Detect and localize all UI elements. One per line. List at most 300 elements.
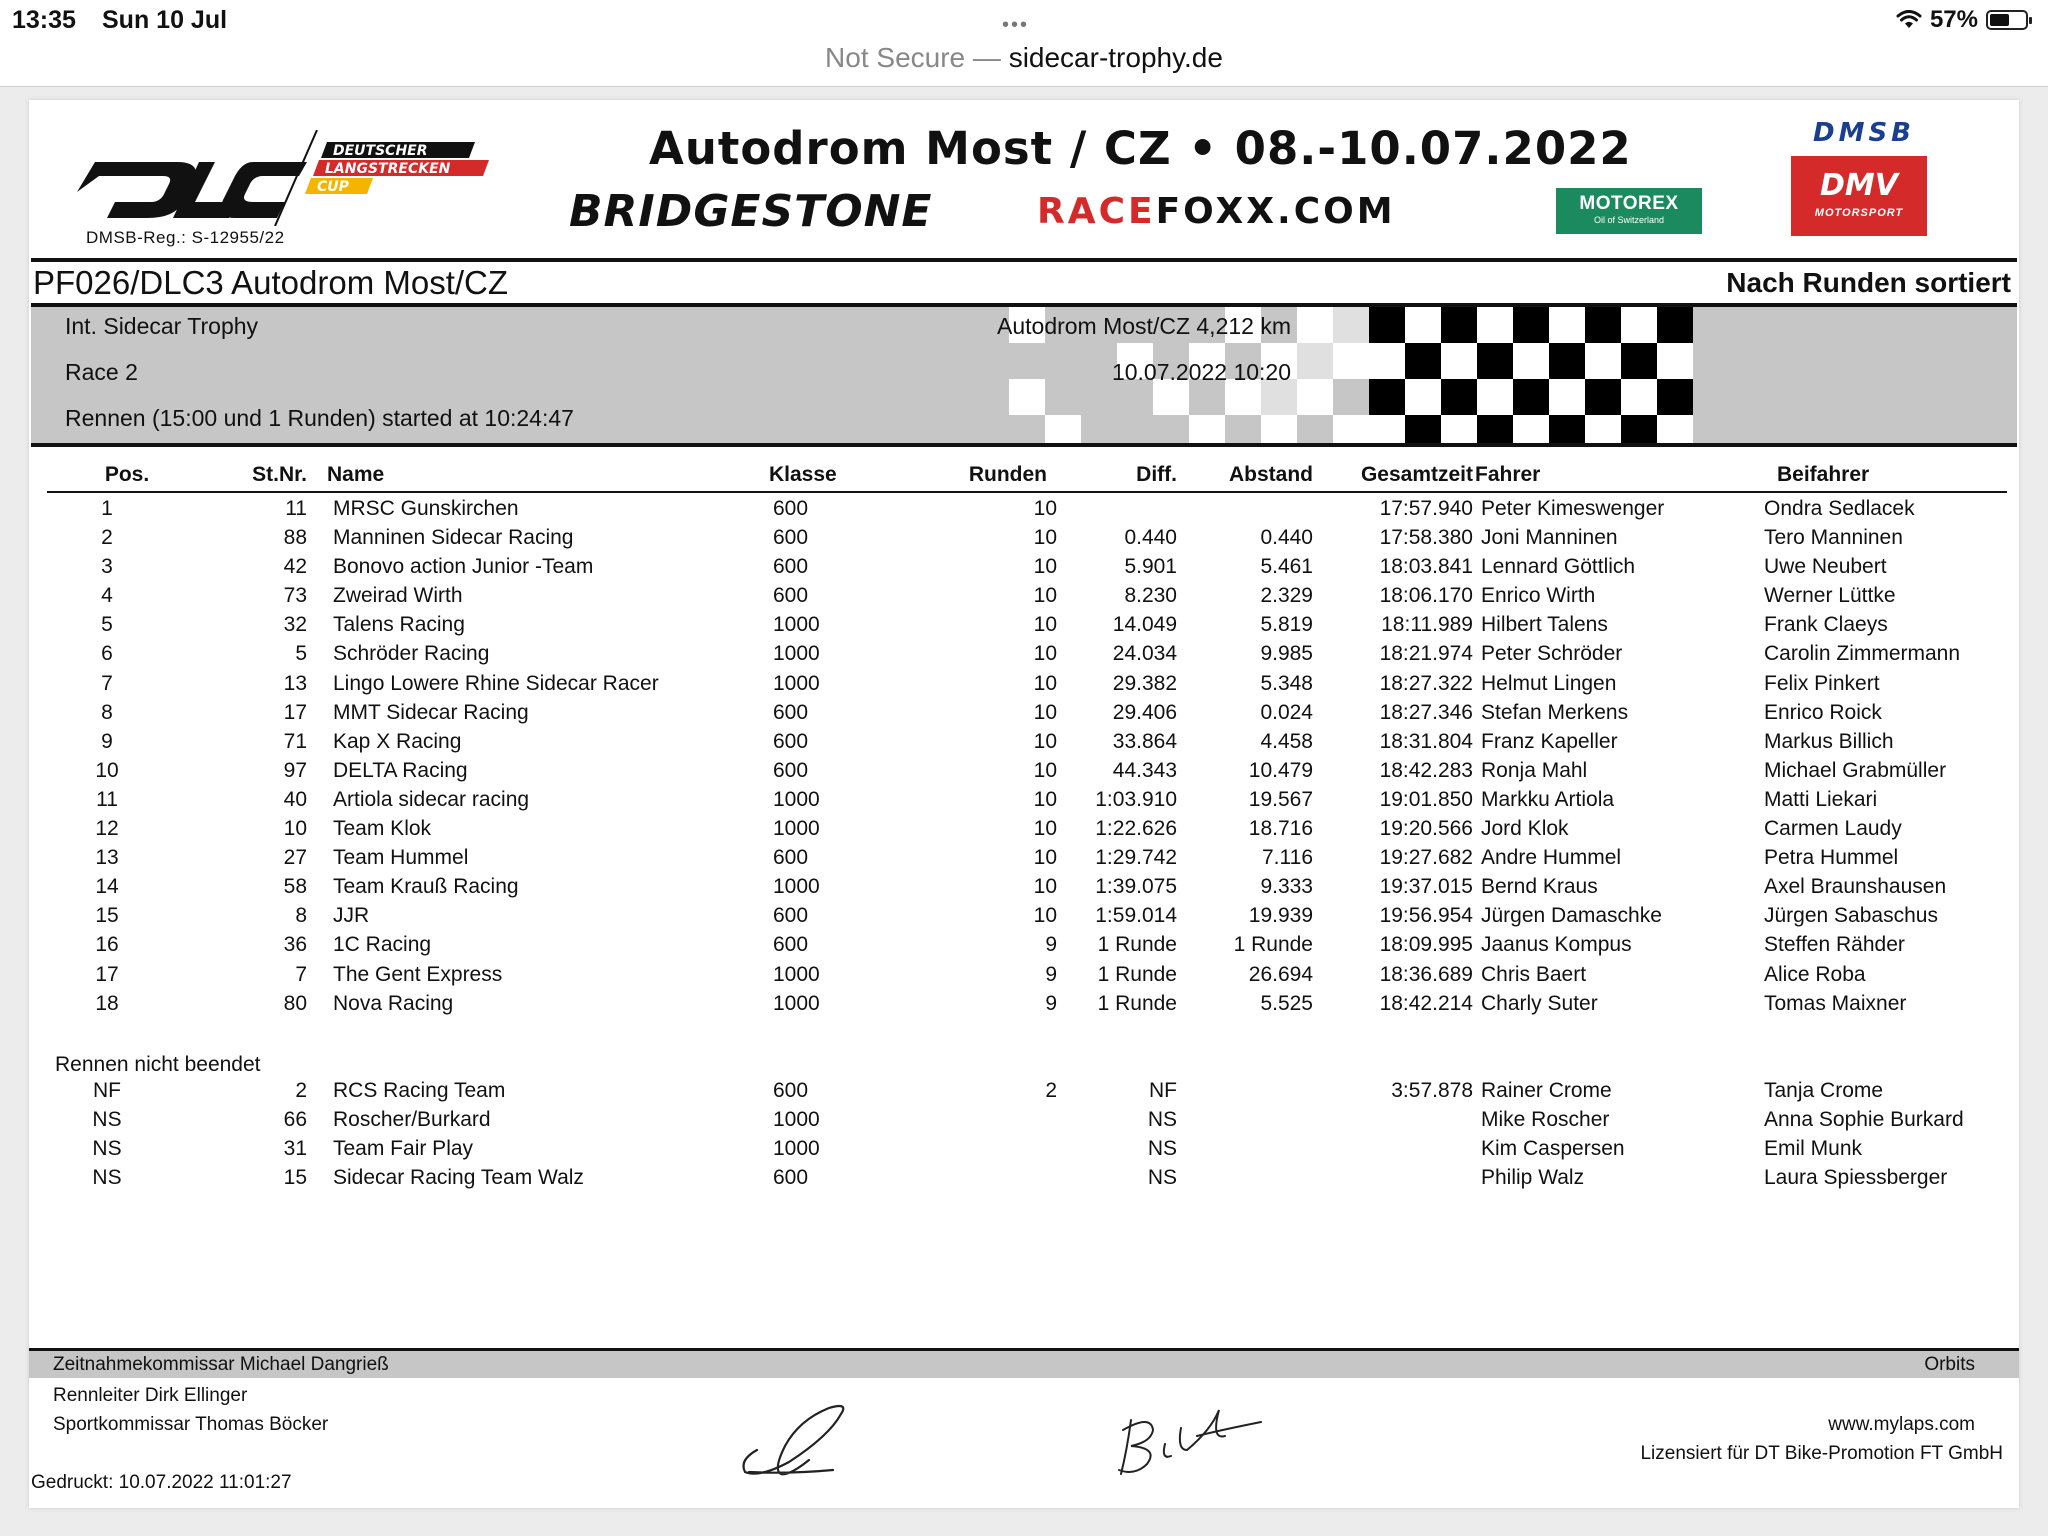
dlc-logo-line3: CUP	[317, 179, 349, 195]
cell-pos: 2	[101, 526, 113, 550]
checker-square	[1477, 415, 1513, 443]
cell-diff: NS	[1147, 1165, 1177, 1189]
cell-pos: 17	[95, 962, 119, 986]
cell-gap: 26.694	[1248, 962, 1313, 986]
cell-class: 600	[773, 1078, 809, 1102]
cell-class: 600	[773, 555, 809, 579]
url-domain: sidecar-trophy.de	[1008, 42, 1223, 73]
checker-square	[1441, 415, 1477, 443]
cell-laps: 10	[1033, 700, 1057, 724]
dmsb-logo: DMSB	[1813, 118, 1915, 148]
cell-start-number: 40	[283, 787, 307, 811]
cell-team-name: Artiola sidecar racing	[333, 787, 530, 811]
cell-team-name: Bonovo action Junior -Team	[333, 555, 594, 579]
checker-square	[1369, 307, 1405, 343]
cell-laps: 10	[1033, 875, 1057, 899]
cell-pos: 15	[95, 904, 119, 928]
table-row	[47, 846, 2007, 875]
checker-square	[1333, 415, 1369, 443]
cell-pos: 14	[95, 875, 119, 899]
checker-square	[1513, 379, 1549, 415]
dnf-section-label: Rennen nicht beendet	[55, 1052, 261, 1076]
cell-start-number: 27	[283, 846, 307, 870]
event-title: Autodrom Most / CZ • 08.-10.07.2022	[649, 122, 1632, 175]
header-total-time: Gesamtzeit	[1360, 463, 1473, 486]
cell-gap: 5.819	[1260, 613, 1313, 637]
cell-gap: 0.440	[1260, 526, 1313, 550]
checker-square	[1369, 343, 1405, 379]
cell-diff: 5.901	[1124, 555, 1177, 579]
checker-square	[1657, 343, 1693, 379]
cell-diff: 33.864	[1112, 729, 1177, 753]
cell-class: 600	[773, 758, 809, 782]
cell-driver: Philip Walz	[1481, 1165, 1585, 1189]
cell-total-time: 18:36.689	[1379, 962, 1473, 986]
cell-driver: Bernd Kraus	[1481, 875, 1598, 899]
orbits-label: Orbits	[1924, 1354, 1975, 1375]
multitasking-dots-icon[interactable]: •••	[1002, 14, 1030, 36]
checker-square	[1189, 415, 1225, 443]
cell-class: 600	[773, 700, 809, 724]
cell-pos: 5	[101, 613, 113, 637]
cell-gap: 7.116	[1262, 846, 1313, 870]
cell-diff: 1:59.014	[1095, 904, 1177, 928]
dlc-logo	[77, 130, 557, 226]
series-name: Int. Sidecar Trophy	[65, 313, 259, 339]
cell-passenger: Tanja Crome	[1764, 1078, 1884, 1102]
cell-gap: 4.458	[1260, 729, 1313, 753]
address-bar[interactable]	[0, 42, 2048, 74]
table-header	[47, 463, 2007, 493]
cell-pos: 8	[101, 700, 113, 724]
cell-total-time: 18:27.322	[1379, 671, 1473, 695]
cell-gap: 1 Runde	[1233, 933, 1313, 957]
cell-pos: 4	[101, 584, 113, 608]
cell-team-name: RCS Racing Team	[333, 1078, 506, 1102]
cell-passenger: Jürgen Sabaschus	[1764, 904, 1938, 928]
checker-square	[1657, 307, 1693, 343]
cell-driver: Peter Schröder	[1481, 642, 1623, 666]
cell-class: 600	[773, 526, 809, 550]
cell-team-name: Roscher/Burkard	[333, 1107, 491, 1131]
cell-team-name: Kap X Racing	[333, 729, 462, 753]
checker-square	[1369, 415, 1405, 443]
cell-gap: 5.525	[1260, 991, 1313, 1015]
cell-passenger: Emil Munk	[1764, 1136, 1863, 1160]
table-row	[47, 875, 2007, 904]
cell-driver: Helmut Lingen	[1481, 671, 1617, 695]
cell-driver: Charly Suter	[1481, 991, 1598, 1015]
header-diff: Diff.	[1136, 463, 1177, 486]
cell-team-name: Talens Racing	[333, 613, 465, 637]
cell-start-number: 17	[283, 700, 307, 724]
cell-total-time: 18:03.841	[1379, 555, 1473, 579]
cell-total-time: 17:57.940	[1379, 497, 1473, 520]
cell-passenger: Werner Lüttke	[1764, 584, 1896, 608]
cell-diff: 14.049	[1112, 613, 1177, 637]
cell-driver: Stefan Merkens	[1481, 700, 1629, 724]
cell-laps: 9	[1045, 933, 1057, 957]
checker-square	[1045, 415, 1081, 443]
checker-square	[1441, 307, 1477, 343]
cell-passenger: Markus Billich	[1764, 729, 1894, 753]
cell-class: 1000	[773, 613, 820, 637]
cell-passenger: Axel Braunshausen	[1764, 875, 1947, 899]
cell-passenger: Petra Hummel	[1764, 846, 1899, 870]
cell-passenger: Enrico Roick	[1764, 700, 1882, 724]
table-row	[47, 497, 2007, 526]
document-header	[29, 100, 2019, 260]
cell-total-time: 18:09.995	[1379, 933, 1473, 957]
checker-square	[1657, 415, 1693, 443]
cell-gap: 5.461	[1260, 555, 1313, 579]
checker-square	[1513, 343, 1549, 379]
cell-passenger: Laura Spiessberger	[1764, 1165, 1948, 1189]
checker-square	[1477, 307, 1513, 343]
checker-square	[1621, 343, 1657, 379]
cell-team-name: Sidecar Racing Team Walz	[333, 1165, 584, 1189]
checker-square	[1621, 379, 1657, 415]
divider	[31, 443, 2017, 447]
header-pos: Pos.	[104, 463, 150, 486]
footer-band	[29, 1351, 2019, 1378]
table-row	[47, 817, 2007, 846]
checker-square	[1441, 379, 1477, 415]
cell-class: 600	[773, 933, 809, 957]
cell-driver: Lennard Göttlich	[1481, 555, 1636, 579]
cell-diff: 44.343	[1112, 758, 1177, 782]
battery-percent: 57%	[1929, 6, 1978, 33]
table-row	[47, 992, 2007, 1021]
cell-team-name: DELTA Racing	[333, 758, 468, 782]
header-driver: Fahrer	[1475, 463, 1541, 486]
cell-start-number: 31	[283, 1136, 307, 1160]
cell-total-time: 19:27.682	[1379, 846, 1473, 870]
cell-total-time: 19:01.850	[1379, 787, 1473, 811]
cell-diff: 1:22.626	[1095, 817, 1177, 841]
cell-diff: NS	[1147, 1107, 1177, 1131]
cell-driver: Markku Artiola	[1481, 787, 1615, 811]
cell-laps: 2	[1045, 1078, 1057, 1102]
cell-pos: 18	[95, 991, 119, 1015]
checker-square	[1621, 415, 1657, 443]
battery-icon	[1986, 10, 2028, 30]
signature-1	[729, 1400, 879, 1480]
cell-gap: 0.024	[1260, 700, 1313, 724]
checker-square	[1405, 343, 1441, 379]
checker-square	[1657, 379, 1693, 415]
cell-gap: 19.939	[1248, 904, 1313, 928]
signature-2	[1101, 1400, 1281, 1480]
cell-gap: 18.716	[1248, 817, 1313, 841]
cell-diff: 1 Runde	[1097, 991, 1177, 1015]
results-document	[29, 100, 2019, 1508]
checker-square	[1549, 307, 1585, 343]
cell-team-name: Team Hummel	[333, 846, 469, 870]
cell-pos: 13	[95, 846, 119, 870]
cell-start-number: 58	[283, 875, 307, 899]
checker-square	[1369, 379, 1405, 415]
cell-laps: 10	[1033, 671, 1057, 695]
table-row	[47, 1137, 2007, 1166]
cell-driver: Rainer Crome	[1481, 1078, 1612, 1102]
cell-start-number: 71	[283, 729, 307, 753]
cell-class: 600	[773, 497, 809, 520]
checker-square	[1261, 415, 1297, 443]
cell-passenger: Uwe Neubert	[1764, 555, 1887, 579]
cell-gap: 9.985	[1260, 642, 1313, 666]
cell-passenger: Tero Manninen	[1764, 526, 1903, 550]
cell-passenger: Alice Roba	[1764, 962, 1866, 986]
cell-total-time: 17:58.380	[1379, 526, 1473, 550]
spacer	[47, 1021, 2007, 1050]
cell-start-number: 88	[283, 526, 307, 550]
cell-class: 600	[773, 584, 809, 608]
cell-pos: NS	[92, 1136, 122, 1160]
cell-laps: 10	[1033, 817, 1057, 841]
wifi-icon	[1896, 10, 1922, 30]
cell-start-number: 15	[283, 1165, 307, 1189]
cell-start-number: 11	[285, 497, 307, 520]
timekeeper: Zeitnahmekommissar Michael Dangrieß	[53, 1354, 389, 1375]
dmv-logo: DMV MOTORSPORT	[1791, 156, 1927, 236]
table-row	[47, 642, 2007, 671]
table-row	[47, 1166, 2007, 1195]
table-row	[47, 788, 2007, 817]
cell-start-number: 5	[295, 642, 307, 666]
cell-gap: 10.479	[1248, 758, 1313, 782]
cell-team-name: Nova Racing	[333, 991, 454, 1015]
cell-driver: Chris Baert	[1481, 962, 1587, 986]
cell-total-time: 19:20.566	[1379, 817, 1473, 841]
cell-driver: Hilbert Talens	[1481, 613, 1608, 637]
sort-label: Nach Runden sortiert	[1726, 267, 2011, 298]
status-bar	[0, 0, 2048, 87]
cell-driver: Peter Kimeswenger	[1481, 497, 1665, 520]
bridgestone-logo: BRIDGESTONE	[569, 186, 933, 237]
cell-passenger: Anna Sophie Burkard	[1764, 1107, 1964, 1131]
cell-class: 1000	[773, 817, 820, 841]
cell-total-time: 18:11.989	[1381, 613, 1473, 637]
checker-square	[1513, 307, 1549, 343]
cell-total-time: 18:42.283	[1379, 758, 1473, 782]
race-datetime: 10.07.2022 10:20	[1111, 359, 1291, 385]
cell-passenger: Carmen Laudy	[1764, 817, 1902, 841]
cell-diff: 1 Runde	[1097, 933, 1177, 957]
cell-total-time: 18:31.804	[1379, 729, 1473, 753]
cell-class: 600	[773, 846, 809, 870]
cell-team-name: Team Krauß Racing	[333, 875, 519, 899]
cell-team-name: JJR	[333, 904, 370, 928]
checker-square	[1009, 379, 1045, 415]
cell-pos: 16	[95, 933, 119, 957]
cell-pos: 11	[96, 787, 118, 811]
checker-square	[1549, 343, 1585, 379]
checker-square	[1405, 307, 1441, 343]
motorex-logo: MOTOREX Oil of Switzerland	[1556, 188, 1702, 234]
cell-driver: Jürgen Damaschke	[1481, 904, 1662, 928]
racefoxx-logo: RACEFOXX.COM	[1037, 191, 1396, 232]
results-table	[47, 497, 2007, 1195]
checker-square	[1549, 415, 1585, 443]
cell-pos: NS	[92, 1107, 122, 1131]
race-info-band	[31, 307, 2017, 443]
header-laps: Runden	[968, 463, 1047, 486]
checker-square	[1477, 343, 1513, 379]
checker-square	[1297, 307, 1333, 343]
checker-square	[1585, 415, 1621, 443]
cell-start-number: 73	[283, 584, 307, 608]
cell-start-number: 10	[283, 817, 307, 841]
cell-total-time: 18:27.346	[1379, 700, 1473, 724]
cell-laps: 9	[1045, 991, 1057, 1015]
cell-total-time: 19:56.954	[1379, 904, 1473, 928]
cell-team-name: Lingo Lowere Rhine Sidecar Racer	[333, 671, 659, 695]
cell-passenger: Felix Pinkert	[1764, 671, 1880, 695]
cell-total-time: 3:57.878	[1391, 1078, 1473, 1102]
cell-gap: 9.333	[1260, 875, 1313, 899]
cell-total-time: 18:06.170	[1379, 584, 1473, 608]
cell-class: 1000	[773, 875, 820, 899]
cell-team-name: The Gent Express	[333, 962, 503, 986]
steward: Sportkommissar Thomas Böcker	[53, 1414, 329, 1435]
header-name: Name	[327, 463, 385, 486]
cell-start-number: 42	[283, 555, 307, 579]
cell-gap: 5.348	[1260, 671, 1313, 695]
cell-laps: 10	[1033, 613, 1057, 637]
cell-start-number: 97	[283, 758, 307, 782]
cell-team-name: MMT Sidecar Racing	[333, 700, 529, 724]
table-row	[47, 1108, 2007, 1137]
cell-class: 1000	[773, 642, 820, 666]
table-row	[47, 904, 2007, 933]
cell-diff: 29.406	[1112, 700, 1177, 724]
clock: 13:35	[12, 6, 76, 34]
cell-team-name: Zweirad Wirth	[333, 584, 463, 608]
dlc-logo-line2: LANGSTRECKEN	[325, 161, 451, 177]
cell-diff: 29.382	[1112, 671, 1177, 695]
cell-diff: NS	[1147, 1136, 1177, 1160]
cell-passenger: Matti Liekari	[1764, 787, 1878, 811]
cell-pos: 9	[101, 729, 113, 753]
checker-square	[1549, 379, 1585, 415]
cell-class: 600	[773, 1165, 809, 1189]
not-secure-label: Not Secure —	[825, 42, 1001, 73]
cell-driver: Mike Roscher	[1481, 1107, 1610, 1131]
cell-passenger: Tomas Maixner	[1764, 991, 1907, 1015]
mylaps-website: www.mylaps.com	[1828, 1414, 1975, 1435]
cell-diff: NF	[1149, 1078, 1177, 1102]
checker-square	[1297, 379, 1333, 415]
race-director: Rennleiter Dirk Ellinger	[53, 1385, 248, 1406]
cell-total-time: 18:42.214	[1379, 991, 1473, 1015]
cell-start-number: 7	[295, 962, 307, 986]
cell-laps: 10	[1033, 729, 1057, 753]
checker-square	[1333, 343, 1369, 379]
cell-gap: 2.329	[1260, 584, 1313, 608]
header-passenger: Beifahrer	[1777, 463, 1870, 486]
cell-diff: 0.440	[1124, 526, 1177, 550]
table-row	[47, 1079, 2007, 1108]
cell-pos: 10	[95, 758, 119, 782]
checker-square	[1585, 343, 1621, 379]
table-row	[47, 701, 2007, 730]
cell-team-name: 1C Racing	[333, 933, 432, 957]
cell-laps: 10	[1033, 584, 1057, 608]
cell-class: 1000	[773, 787, 820, 811]
cell-class: 1000	[773, 991, 820, 1015]
cell-class: 600	[773, 729, 809, 753]
dlc-logo-line1: DEUTSCHER	[333, 143, 428, 159]
cell-driver: Enrico Wirth	[1481, 584, 1596, 608]
cell-laps: 10	[1033, 904, 1057, 928]
cell-passenger: Carolin Zimmermann	[1764, 642, 1961, 666]
cell-start-number: 2	[295, 1078, 307, 1102]
cell-class: 1000	[773, 671, 820, 695]
cell-laps: 10	[1033, 497, 1057, 520]
cell-diff: 8.230	[1124, 584, 1177, 608]
cell-class: 1000	[773, 1136, 820, 1160]
header-gap: Abstand	[1229, 463, 1313, 486]
cell-laps: 10	[1033, 846, 1057, 870]
cell-class: 600	[773, 904, 809, 928]
cell-laps: 10	[1033, 526, 1057, 550]
cell-passenger: Frank Claeys	[1764, 613, 1888, 637]
checker-square	[1621, 307, 1657, 343]
cell-team-name: MRSC Gunskirchen	[333, 497, 519, 520]
cell-passenger: Michael Grabmüller	[1764, 758, 1947, 782]
table-row	[47, 730, 2007, 759]
date: Sun 10 Jul	[102, 6, 228, 34]
cell-passenger: Ondra Sedlacek	[1764, 497, 1915, 520]
cell-pos: 12	[95, 817, 119, 841]
cell-team-name: Manninen Sidecar Racing	[333, 526, 574, 550]
cell-start-number: 32	[283, 613, 307, 637]
cell-diff: 1:39.075	[1095, 875, 1177, 899]
cell-driver: Joni Manninen	[1481, 526, 1618, 550]
cell-start-number: 36	[283, 933, 307, 957]
cell-gap: 19.567	[1248, 787, 1313, 811]
cell-team-name: Team Fair Play	[333, 1136, 474, 1160]
table-row	[47, 613, 2007, 642]
cell-start-number: 13	[283, 671, 307, 695]
cell-driver: Andre Hummel	[1481, 846, 1622, 870]
table-row	[47, 584, 2007, 613]
cell-laps: 10	[1033, 555, 1057, 579]
table-row	[47, 933, 2007, 962]
cell-class: 1000	[773, 962, 820, 986]
cell-laps: 10	[1033, 787, 1057, 811]
cell-driver: Jord Klok	[1481, 817, 1569, 841]
table-row	[47, 555, 2007, 584]
checker-square	[1333, 307, 1369, 343]
header-class: Klasse	[769, 463, 837, 486]
table-row	[47, 963, 2007, 992]
checker-square	[1297, 343, 1333, 379]
checker-square	[1513, 415, 1549, 443]
cell-team-name: Schröder Racing	[333, 642, 490, 666]
cell-laps: 10	[1033, 758, 1057, 782]
document-title: PF026/DLC3 Autodrom Most/CZ	[33, 264, 509, 301]
checker-square	[1441, 343, 1477, 379]
cell-team-name: Team Klok	[333, 817, 432, 841]
race-name: Race 2	[65, 359, 138, 385]
status-indicators	[1896, 6, 2028, 34]
cell-diff: 1:03.910	[1095, 787, 1177, 811]
cell-total-time: 19:37.015	[1379, 875, 1473, 899]
dmsb-registration: DMSB-Reg.: S-12955/22	[86, 228, 285, 247]
cell-laps: 9	[1045, 962, 1057, 986]
